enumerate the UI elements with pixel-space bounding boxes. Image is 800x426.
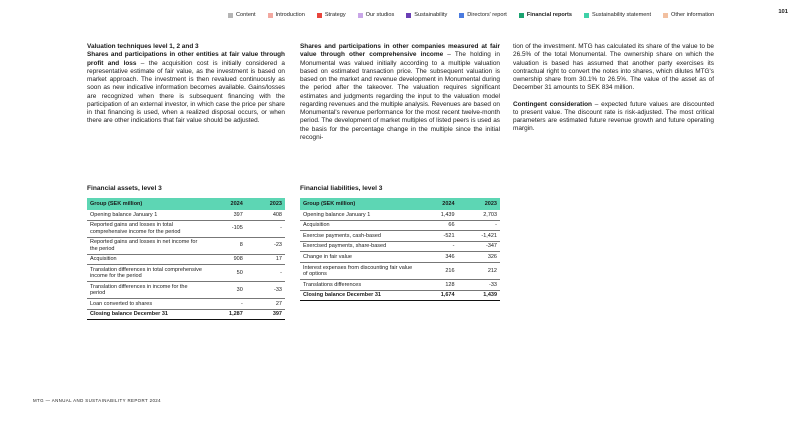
value-2024: 346 <box>415 252 457 263</box>
nav-financial-reports-label: Financial reports <box>526 12 572 18</box>
table-header-row <box>300 198 500 210</box>
row-label: Reported gains and losses in total comprehensive income for the period <box>87 220 206 237</box>
body-fvoci: – The holding in Monumental was valued initially according to a multiple valuation based on estimated transaction price. The subsequent valuation is based on the market and revenue development in Monumental during the period after the takeover. The valuation requires significant estimates and judgments regarding the input to the valuation model regarding revenues and the multiple analysis. Revenues are based on Monumental's revenue performance for the most recent twelve-month period. The development of market multiples of listed peers is used as the basis for the percentage change in the multiple since the initial recogni- <box>300 51 500 141</box>
row-label: Opening balance January 1 <box>300 210 415 220</box>
value-2023: - <box>246 265 285 282</box>
nav-other-information-swatch <box>663 13 668 18</box>
nav-sustainability-statement-swatch <box>584 13 589 18</box>
header-group: Group (SEK million) <box>87 198 206 210</box>
header-2024: 2024 <box>206 198 245 210</box>
nav-other-information[interactable] <box>663 12 714 18</box>
nav-other-information-label: Other information <box>671 12 715 18</box>
nav-our-studios-label: Our studios <box>365 12 395 18</box>
row-label: Exercise payments, cash-based <box>300 231 415 242</box>
value-2024: 1,287 <box>206 309 245 320</box>
table-row <box>87 265 285 282</box>
nav-directors-report[interactable] <box>459 12 507 18</box>
nav-introduction-label: Introduction <box>275 12 305 18</box>
total-row <box>300 290 500 301</box>
value-2023: 27 <box>246 299 285 310</box>
table-row <box>87 299 285 310</box>
body-fvpl: – the acquisition cost is initially considered a representative estimate of fair value, as the investment is based on market approach. The investment is then revalued continuously as soon as new indicative information becomes available. Gains/losses are recognized when there is subsequent financing with the participation of an external investor, in which case the price per share in that financing is used, when a realized disposal occurs, or when there are other indications that fair value should be adjusted. <box>87 59 285 125</box>
value-2023: -33 <box>246 282 285 299</box>
value-2023: 408 <box>246 210 285 220</box>
table-row <box>300 210 500 220</box>
nav-directors-report-swatch <box>459 13 464 18</box>
value-2023: - <box>246 220 285 237</box>
value-2024: - <box>415 241 457 252</box>
value-2023: -1,421 <box>458 231 500 242</box>
paragraph-valuation <box>87 43 285 126</box>
header-2023: 2023 <box>246 198 285 210</box>
value-2024: 8 <box>206 237 245 254</box>
row-label: Loan converted to shares <box>87 299 206 310</box>
top-navigation <box>228 9 794 21</box>
value-2023: -347 <box>458 241 500 252</box>
nav-sustainability-statement[interactable] <box>584 12 651 18</box>
value-2023: -23 <box>246 237 285 254</box>
bold-lead-fvoci: Shares and participations in other companies measured at fair value through other comprehensive income <box>300 43 500 59</box>
header-2023: 2023 <box>458 198 500 210</box>
value-2024: 1,439 <box>415 210 457 220</box>
nav-sustainability-statement-label: Sustainability statement <box>591 12 652 18</box>
value-2024: 50 <box>206 265 245 282</box>
bold-lead-fvpl: Shares and participations in other entities at fair value through profit and loss <box>87 51 285 67</box>
nav-sustainability[interactable] <box>406 12 447 18</box>
row-label: Opening balance January 1 <box>87 210 206 220</box>
row-label: Translations differences <box>300 279 415 290</box>
table-row <box>87 237 285 254</box>
table-row <box>87 210 285 220</box>
value-2024: 128 <box>415 279 457 290</box>
table-row <box>300 241 500 252</box>
assets-table-title: Financial assets, level 3 <box>87 185 162 192</box>
header-2024: 2024 <box>415 198 457 210</box>
row-label: Translation differences in total comprehensive income for the period <box>87 265 206 282</box>
body-contingent: – expected future values are discounted to present value. The discount rate is risk-adjusted. The most critical parameters are estimated future revenue growth and future operating margin. <box>513 100 715 133</box>
table-row <box>87 282 285 299</box>
paragraph-contingent <box>513 101 714 134</box>
nav-introduction-swatch <box>268 13 273 18</box>
table-row <box>300 220 500 231</box>
page-number: 101 <box>778 9 788 15</box>
table-row <box>300 279 500 290</box>
text-column-3 <box>513 43 714 142</box>
value-2024: 30 <box>206 282 245 299</box>
row-label: Exercised payments, share-based <box>300 241 415 252</box>
value-2023: 1,439 <box>458 290 500 301</box>
value-2023: 17 <box>246 254 285 265</box>
nav-our-studios-swatch <box>358 13 363 18</box>
row-label: Acquisition <box>300 220 415 231</box>
table-row <box>300 252 500 263</box>
table-header-row <box>87 198 285 210</box>
paragraph-continued <box>513 43 714 93</box>
row-label: Closing balance December 31 <box>87 309 206 320</box>
value-2024: - <box>206 299 245 310</box>
header-group: Group (SEK million) <box>300 198 415 210</box>
value-2023: 397 <box>246 309 285 320</box>
nav-introduction[interactable] <box>268 12 305 18</box>
nav-directors-report-label: Directors' report <box>467 12 507 18</box>
body-continued: tion of the investment. MTG has calculated its share of the value to be 26.5% of the total Monumental. The ownership share on which the valuation is based has assumed that another party exercises its contractual right to convert the notes into shares, which dilutes MTG's ownership share from 30.1% to 26.5%. The value of the asset as of December 31 amounts to SEK 834 million. <box>513 43 714 92</box>
total-row <box>87 309 285 320</box>
nav-strategy-label: Strategy <box>324 12 346 18</box>
table-row <box>87 220 285 237</box>
value-2023: -33 <box>458 279 500 290</box>
nav-financial-reports-swatch <box>519 13 524 18</box>
financial-assets-table <box>87 198 285 320</box>
value-2023: 326 <box>458 252 500 263</box>
row-label: Reported gains and losses in net income for the period <box>87 237 206 254</box>
row-label: Closing balance December 31 <box>300 290 415 301</box>
value-2024: -105 <box>206 220 245 237</box>
row-label: Interest expenses from discounting fair value of options <box>300 262 415 279</box>
bold-lead-contingent: Contingent consideration <box>513 100 592 108</box>
table-row <box>300 262 500 279</box>
nav-content-swatch <box>228 13 233 18</box>
nav-our-studios[interactable] <box>358 12 395 18</box>
paragraph-fvoci <box>300 43 500 142</box>
financial-liabilities-table <box>300 198 500 301</box>
table-row <box>87 254 285 265</box>
row-label: Change in fair value <box>300 252 415 263</box>
value-2024: 1,674 <box>415 290 457 301</box>
value-2024: 908 <box>206 254 245 265</box>
page-footer: MTG — ANNUAL AND SUSTAINABILITY REPORT 2024 <box>33 398 161 403</box>
value-2024: -521 <box>415 231 457 242</box>
row-label: Acquisition <box>87 254 206 265</box>
value-2023: 212 <box>458 262 500 279</box>
nav-content-label: Content <box>236 12 256 18</box>
nav-sustainability-label: Sustainability <box>414 12 448 18</box>
nav-content[interactable] <box>228 12 256 18</box>
text-column-2 <box>300 43 500 150</box>
nav-financial-reports[interactable] <box>519 12 572 18</box>
table-row <box>300 231 500 242</box>
value-2024: 216 <box>415 262 457 279</box>
value-2023: - <box>458 220 500 231</box>
value-2024: 66 <box>415 220 457 231</box>
nav-strategy-swatch <box>317 13 322 18</box>
row-label: Translation differences in income for the period <box>87 282 206 299</box>
liabilities-table-title: Financial liabilities, level 3 <box>300 185 383 192</box>
nav-sustainability-swatch <box>406 13 411 18</box>
value-2024: 397 <box>206 210 245 220</box>
nav-strategy[interactable] <box>317 12 346 18</box>
text-column-1 <box>87 43 285 134</box>
value-2023: 2,703 <box>458 210 500 220</box>
section-heading: Valuation techniques level 1, 2 and 3 <box>87 43 199 50</box>
